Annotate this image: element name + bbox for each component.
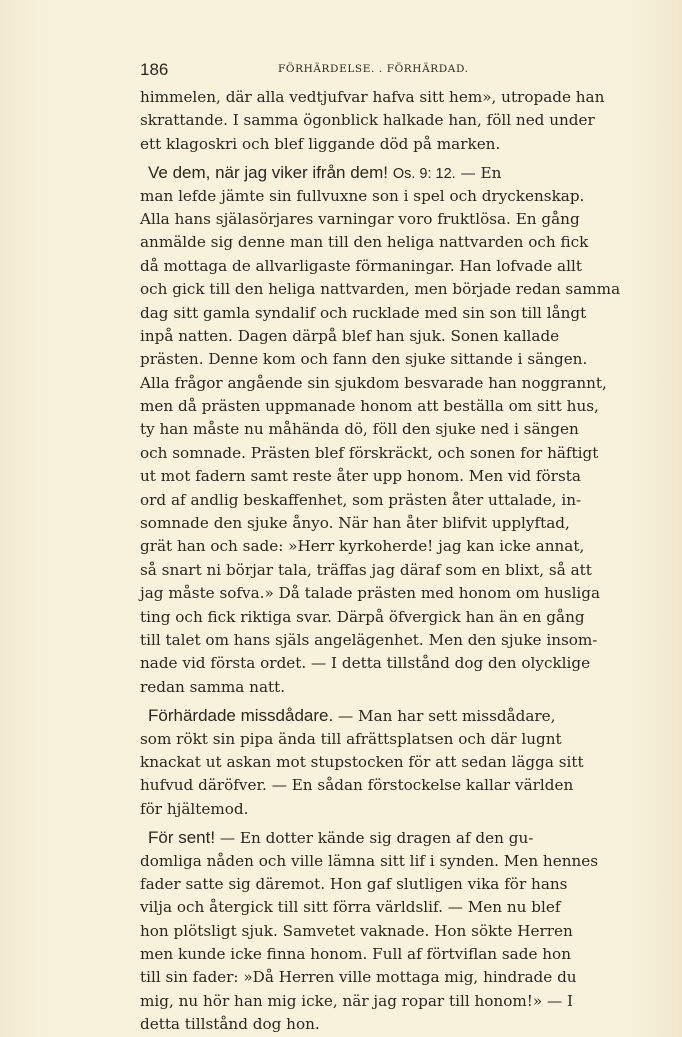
text-line: och gick till den heliga nattvarden, men började redan samma (140, 280, 621, 299)
text-line: redan samma natt. (140, 677, 286, 696)
first-line-text: — Man har sett missdådare, (338, 707, 556, 726)
text-line: ty han måste nu måhända dö, föll den sjuke ned i sängen (140, 420, 579, 439)
section-forhardade (140, 704, 632, 821)
text-line: jag måste sofva.» Då talade prästen med honom om husliga (140, 584, 601, 603)
text-line: knackat ut askan mot stupstocken för att sedan lägga sitt (140, 752, 584, 771)
text-line: och somnade. Prästen blef förskräckt, och sonen for häftigt (140, 443, 599, 462)
text-line: Alla hans själasörjares varningar voro fruktlösa. En gång (140, 209, 580, 228)
text-line: men då prästen uppmanade honom att beställa om sitt hus, (140, 397, 599, 416)
section-ve-dem (140, 161, 632, 699)
text-line: hon plötsligt sjuk. Samvetet vaknade. Hon sökte Herren (140, 921, 573, 940)
page-number: 186 (140, 60, 169, 79)
text-line: inpå natten. Dagen därpå blef han sjuk. Sonen kallade (140, 326, 560, 345)
section-heading: Ve dem, när jag viker ifrån dem! (148, 163, 389, 183)
text-line: prästen. Denne kom och fann den sjuke sittande i sängen. (140, 350, 588, 369)
running-head: FÖRHÄRDELSE. . FÖRHÄRDAD. (278, 63, 469, 75)
text-line: hufvud däröfver. — En sådan förstockelse kallar världen (140, 776, 574, 795)
section-for-sent (140, 826, 632, 1037)
text-line: anmälde sig denne man till den heliga nattvarden och fick (140, 233, 589, 252)
text-line: himmelen, där alla vedtjufvar hafva sitt hem», utropade han (140, 88, 605, 106)
text-line: då mottaga de allvarligaste förmaningar. Han lofvade allt (140, 256, 582, 275)
text-line: men kunde icke finna honom. Full af förtviflan sade hon (140, 945, 571, 964)
section-heading: För sent! (148, 828, 216, 848)
text-line: ord af andlig beskaffenhet, som prästen åter uttalade, in- (140, 490, 582, 509)
section-first-line (140, 826, 632, 849)
text-line: ut mot fadern samt reste åter upp honom. Men vid första (140, 467, 581, 486)
text-line: till talet om hans själs angelägenhet. Men den sjuke insom- (140, 630, 598, 649)
text-line: som rökt sin pipa ända till afrättsplatsen och där lugnt (140, 729, 562, 748)
section-first-line (140, 161, 632, 184)
text-line: fader satte sig däremot. Hon gaf slutligen vika för hans (140, 874, 568, 893)
section-first-line (140, 704, 632, 727)
section-heading: Förhärdade missdådare. (148, 706, 334, 726)
text-line: så snart ni börjar tala, träffas jag däraf som en blixt, så att (140, 560, 592, 579)
text-line: ting och fick riktiga svar. Därpå öfvergick han än en gång (140, 607, 585, 626)
bible-reference: Os. 9: 12. (392, 166, 456, 183)
section-intro-continuation (140, 86, 632, 156)
text-line: för hjältemod. (140, 799, 249, 818)
text-line: man lefde jämte sin fullvuxne son i spel och dryckenskap. (140, 186, 585, 205)
page-header (140, 60, 630, 82)
text-line: mig, nu hör han mig icke, när jag ropar till honom!» — I (140, 991, 573, 1010)
text-line: somnade den sjuke ånyo. När han åter blifvit upplyftad, (140, 514, 570, 533)
text-line: domliga nåden och ville lämna sitt lif i synden. Men hennes (140, 851, 599, 870)
text-line: vilja och återgick till sitt förra världslif. — Men nu blef (140, 898, 561, 917)
body-text (140, 86, 632, 1037)
text-line: nade vid första ordet. — I detta tillstånd dog den olycklige (140, 654, 591, 673)
first-line-text: — En dotter kände sig dragen af den gu- (219, 829, 534, 848)
text-line: Alla frågor angående sin sjukdom besvarade han noggrannt, (140, 373, 607, 392)
text-line: ett klagoskri och blef liggande död på marken. (140, 134, 501, 153)
text-line: dag sitt gamla syndalif och rucklade med sin son till långt (140, 303, 587, 322)
text-line: grät han och sade: »Herr kyrkoherde! jag kan icke annat, (140, 537, 585, 556)
text-line: skrattande. I samma ögonblick halkade han, föll ned under (140, 111, 595, 130)
text-line: till sin fader: »Då Herren ville mottaga mig, hindrade du (140, 968, 577, 987)
first-line-text: — En (460, 164, 502, 183)
text-line: detta tillstånd dog hon. (140, 1015, 320, 1034)
